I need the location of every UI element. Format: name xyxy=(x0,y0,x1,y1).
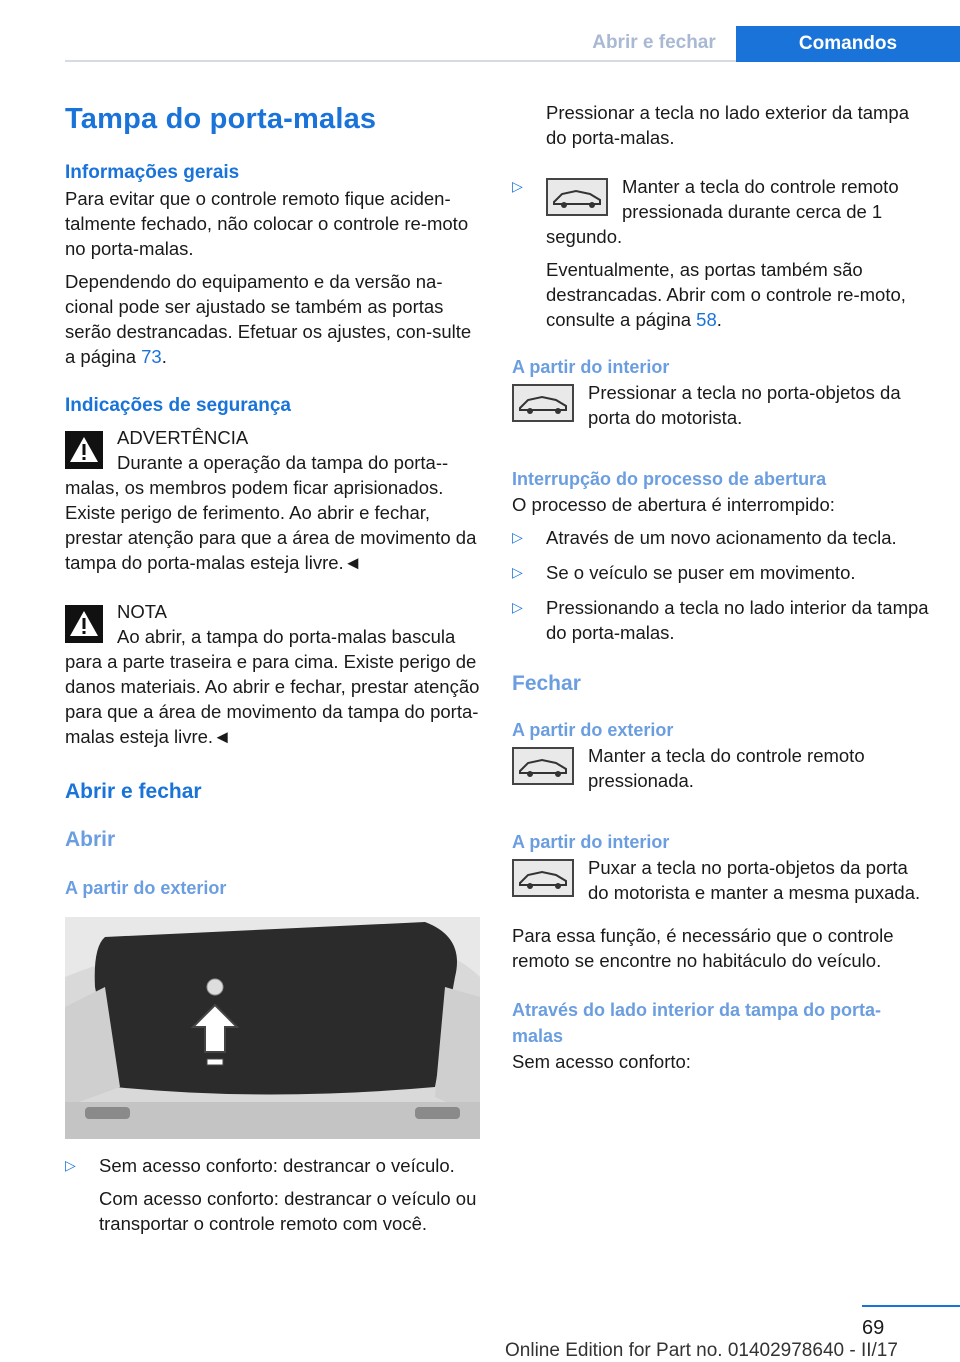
bullet-continuation: Com acesso conforto: destrancar o veículo ou transportar o controle remoto com você. xyxy=(99,1188,477,1234)
car-key-icon xyxy=(512,747,574,789)
left-column xyxy=(65,100,480,1236)
tab-chapter[interactable]: Comandos xyxy=(736,26,960,62)
bullet-marker: ▷ xyxy=(65,1157,76,1173)
warning-triangle-icon xyxy=(65,605,103,643)
general-p2-text: Dependendo do equipamento e da versão na-cional pode ser ajustado se também as portas serão destrancadas. Efetuar os ajustes, con-sulte a página xyxy=(65,271,472,367)
warning-title: ADVERTÊNCIA xyxy=(117,427,249,448)
remote-cont-end: . xyxy=(716,309,722,330)
bullet-text: Se o veículo se puser em movimento. xyxy=(546,562,856,583)
general-heading: Informações gerais xyxy=(65,162,240,183)
exterior-heading: A partir do exterior xyxy=(65,878,227,898)
bullet-text: Manter a tecla do controle remoto pressionada durante cerca de 1 segundo. xyxy=(546,176,899,247)
list-item xyxy=(65,1153,480,1178)
safety-heading: Indicações de segurança xyxy=(65,395,291,416)
inner-side-heading: Através do lado interior da tampa do porta-malas xyxy=(512,1000,882,1046)
edition-footer: Online Edition for Part no. 01402978640 - II/17 xyxy=(505,1340,898,1361)
bullet-marker: ▷ xyxy=(512,599,523,615)
warning-triangle-icon xyxy=(65,431,103,469)
general-paragraph-1: Para evitar que o controle remoto fique aciden-talmente fechado, não colocar o controle re-moto no porta-malas. xyxy=(65,188,469,259)
open-close-heading: Abrir e fechar xyxy=(65,780,202,803)
close-interior-text: Puxar a tecla no porta-objetos da porta do motorista e manter a mesma puxada. xyxy=(588,857,921,903)
note-title: NOTA xyxy=(117,601,168,622)
list-item xyxy=(512,174,932,249)
warning-block xyxy=(65,425,480,575)
close-heading: Fechar xyxy=(512,672,581,695)
list-item xyxy=(512,560,932,585)
interior-text: Pressionar a tecla no porta-objetos da porta do motorista. xyxy=(588,382,901,428)
car-key-icon xyxy=(546,178,608,220)
warning-text: Durante a operação da tampa do porta--malas, os membros podem ficar aprisionados. Existe perigo de ferimento. Ao abrir e fechar, prestar atenção para que a área de movimento da tampa do porta-malas esteja livre.◄ xyxy=(65,452,477,573)
bullet-marker: ▷ xyxy=(512,564,523,580)
remote-cont-text: Eventualmente, as portas também são destrancadas. Abrir com o controle re-moto, consulte a página xyxy=(546,259,906,330)
bullet-text: Através de um novo acionamento da tecla. xyxy=(546,527,897,548)
car-trunk-illustration xyxy=(65,917,480,1139)
press-exterior-text: Pressionar a tecla no lado exterior da tampa do porta-malas. xyxy=(546,102,910,148)
footer-divider xyxy=(862,1305,960,1307)
car-key-icon xyxy=(512,384,574,426)
open-heading: Abrir xyxy=(65,828,116,851)
interrupt-intro: O processo de abertura é interrompido: xyxy=(512,494,835,515)
page-title: Tampa do porta-malas xyxy=(65,103,377,135)
bullet-marker: ▷ xyxy=(512,178,523,194)
close-exterior-row xyxy=(512,743,932,793)
general-p2-end: . xyxy=(161,346,167,367)
page-link-58[interactable]: 58 xyxy=(696,309,717,330)
close-interior-row xyxy=(512,855,932,905)
page-number: 69 xyxy=(862,1317,885,1339)
function-note: Para essa função, é necessário que o controle remoto se encontre no habitáculo do veículo. xyxy=(512,925,894,971)
bullet-text: Sem acesso conforto: destrancar o veículo. xyxy=(99,1155,455,1176)
general-paragraph-2 xyxy=(65,269,480,369)
page-link-73[interactable]: 73 xyxy=(141,346,162,367)
note-text: Ao abrir, a tampa do porta-malas bascula para a parte traseira e para cima. Existe perigo de danos materiais. Ao abrir e fechar, prestar atenção para que a área de movimento da tampa do porta-malas esteja livre.◄ xyxy=(65,626,480,747)
bullet-text: Pressionando a tecla no lado interior da tampa do porta-malas. xyxy=(546,597,929,643)
note-block xyxy=(65,599,480,749)
no-comfort-text: Sem acesso conforto: xyxy=(512,1051,691,1072)
list-item xyxy=(512,525,932,550)
close-interior-heading: A partir do interior xyxy=(512,832,670,852)
remote-continuation xyxy=(512,257,932,332)
interrupt-heading: Interrupção do processo de abertura xyxy=(512,469,827,489)
car-key-icon xyxy=(512,859,574,901)
close-exterior-text: Manter a tecla do controle remoto pressionada. xyxy=(588,745,865,791)
interior-heading: A partir do interior xyxy=(512,357,670,377)
bullet-marker: ▷ xyxy=(512,529,523,545)
interior-row xyxy=(512,380,932,430)
tab-section[interactable]: Abrir e fechar xyxy=(592,32,716,53)
right-column xyxy=(512,100,932,1074)
list-item xyxy=(512,595,932,645)
close-exterior-heading: A partir do exterior xyxy=(512,720,674,740)
